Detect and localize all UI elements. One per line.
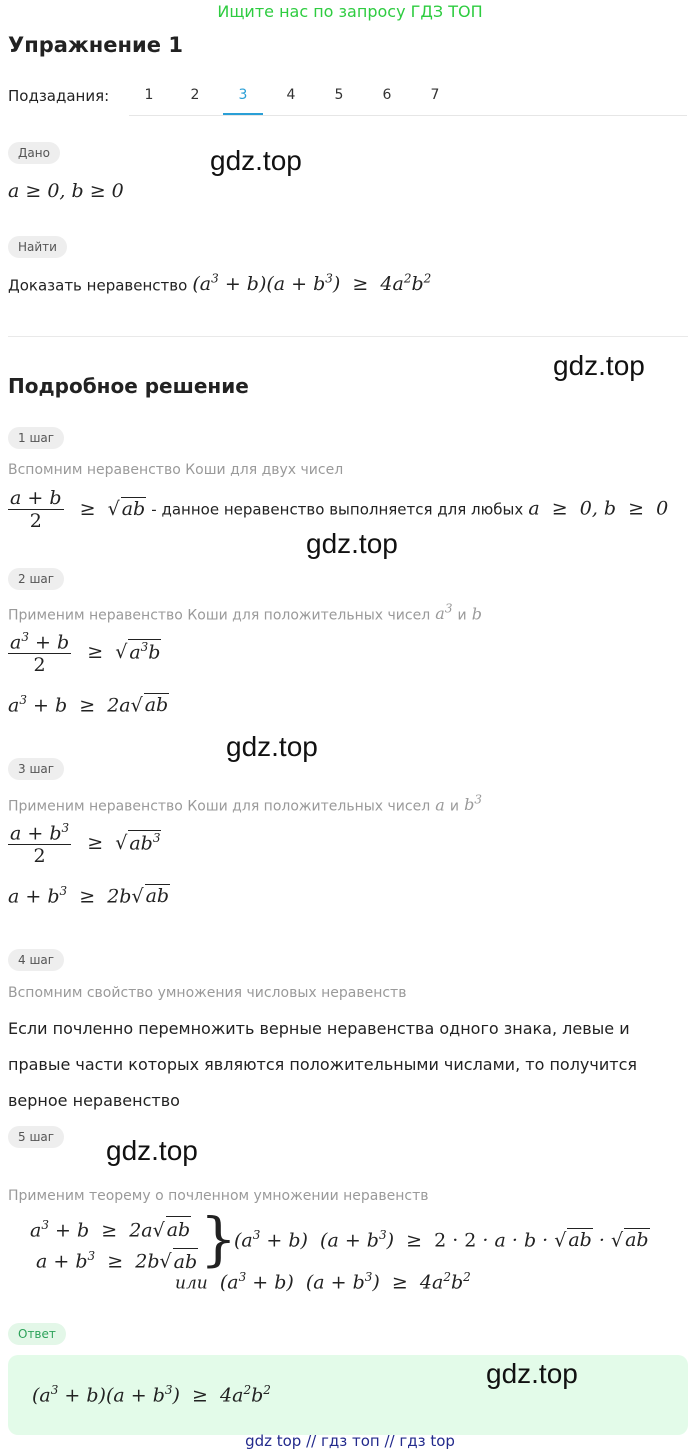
find-math: $(a^3 + b)(a + b^3) \ge 4a^2b^2$: [192, 272, 432, 296]
watermark: gdz.top: [553, 350, 645, 381]
subtask-tabs: [129, 76, 687, 116]
brace: }: [200, 1205, 237, 1273]
step-2-formula-2: $a^3 + b \ge 2a√$ ab: [8, 693, 169, 717]
step-5-caption: Применим теорему о почленном умножении неравенств: [8, 1188, 429, 1204]
search-banner: Ищите нас по запросу ГДЗ ТОП: [217, 2, 483, 21]
step-1-badge: 1 шаг: [8, 427, 64, 449]
tab-subtask-3[interactable]: 3: [223, 76, 263, 115]
watermark: gdz.top: [486, 1358, 578, 1389]
tab-subtask-1[interactable]: 1: [144, 87, 154, 103]
step-2-caption: Применим неравенство Коши для положительных чисел: [8, 607, 431, 624]
step-5-badge: 5 шаг: [8, 1126, 64, 1148]
footer-links[interactable]: gdz top // гдз топ // гдз top: [245, 1432, 455, 1450]
page-title: Упражнение 1: [8, 33, 183, 57]
given-math: a ≥ 0, b ≥ 0: [8, 180, 124, 202]
find-text: Доказать неравенство: [8, 276, 188, 295]
tab-subtask-4[interactable]: 4: [286, 87, 296, 103]
given-badge: Дано: [8, 142, 60, 164]
find-statement: [8, 272, 431, 295]
step-2-caption-row: Применим неравенство Коши для положительных чисел $a^3$ и b: [8, 602, 482, 624]
step-1-formula: $\frac{a + b}{2}$ ≥ √ ab - данное неравенство выполняется для любых a ≥ 0, b ≥ 0: [10, 487, 669, 532]
step-2-badge: 2 шаг: [8, 568, 64, 590]
answer-badge: Ответ: [8, 1323, 66, 1345]
tab-subtask-7[interactable]: 7: [430, 87, 440, 103]
step-4-paragraph: Если почленно перемножить верные неравенства одного знака, левые и правые части которых являются положительными числами, то получится верное неравенство: [8, 1019, 637, 1110]
answer-math: $(a^3 + b)(a + b^3) \ge 4a^2b^2$: [32, 1383, 271, 1407]
step-4-badge: 4 шаг: [8, 949, 64, 971]
find-badge: Найти: [8, 236, 67, 258]
watermark: gdz.top: [226, 731, 318, 762]
watermark: gdz.top: [306, 528, 398, 559]
step-4-caption: Вспомним свойство умножения числовых неравенств: [8, 985, 407, 1001]
watermark: gdz.top: [106, 1135, 198, 1166]
step-1-text: - данное неравенство выполняется для любых: [151, 500, 524, 519]
watermark: gdz.top: [210, 145, 302, 176]
divider: [8, 336, 688, 337]
step-3-caption-row: Применим неравенство Коши для положительных чисел a и $b^3$: [8, 793, 482, 815]
step-3-badge: 3 шаг: [8, 758, 64, 780]
step-5-system: $a^3 + b \ge 2a√$ ab $a + b^3 \ge 2b√$ ab: [30, 1218, 198, 1273]
subtasks-label: Подзадания:: [8, 87, 110, 105]
step-3-formula-2: $a + b^3 \ge 2b√$ ab: [8, 884, 170, 908]
step-3-caption: Применим неравенство Коши для положительных чисел: [8, 798, 431, 815]
step-5-result: или $(a^3 + b) (a + b^3) \ge 4a^2b^2$: [175, 1270, 471, 1294]
step-3-formula-1: $\frac{a + b^3}{2}$ ≥ √ $ab^3$: [10, 821, 161, 868]
tab-subtask-6[interactable]: 6: [382, 87, 392, 103]
step-2-formula-1: $\frac{a^3 + b}{2}$ ≥ √ $a^3b$: [10, 630, 161, 677]
step-5-product: $(a^3 + b) (a + b^3) \ge 2 \cdot 2 \cdot a \cdot b$ · √ ab · √ ab: [234, 1228, 649, 1252]
solution-title: Подробное решение: [8, 374, 249, 398]
step-1-caption: Вспомним неравенство Коши для двух чисел: [8, 462, 344, 478]
tab-subtask-5[interactable]: 5: [334, 87, 344, 103]
tab-subtask-2[interactable]: 2: [190, 87, 200, 103]
